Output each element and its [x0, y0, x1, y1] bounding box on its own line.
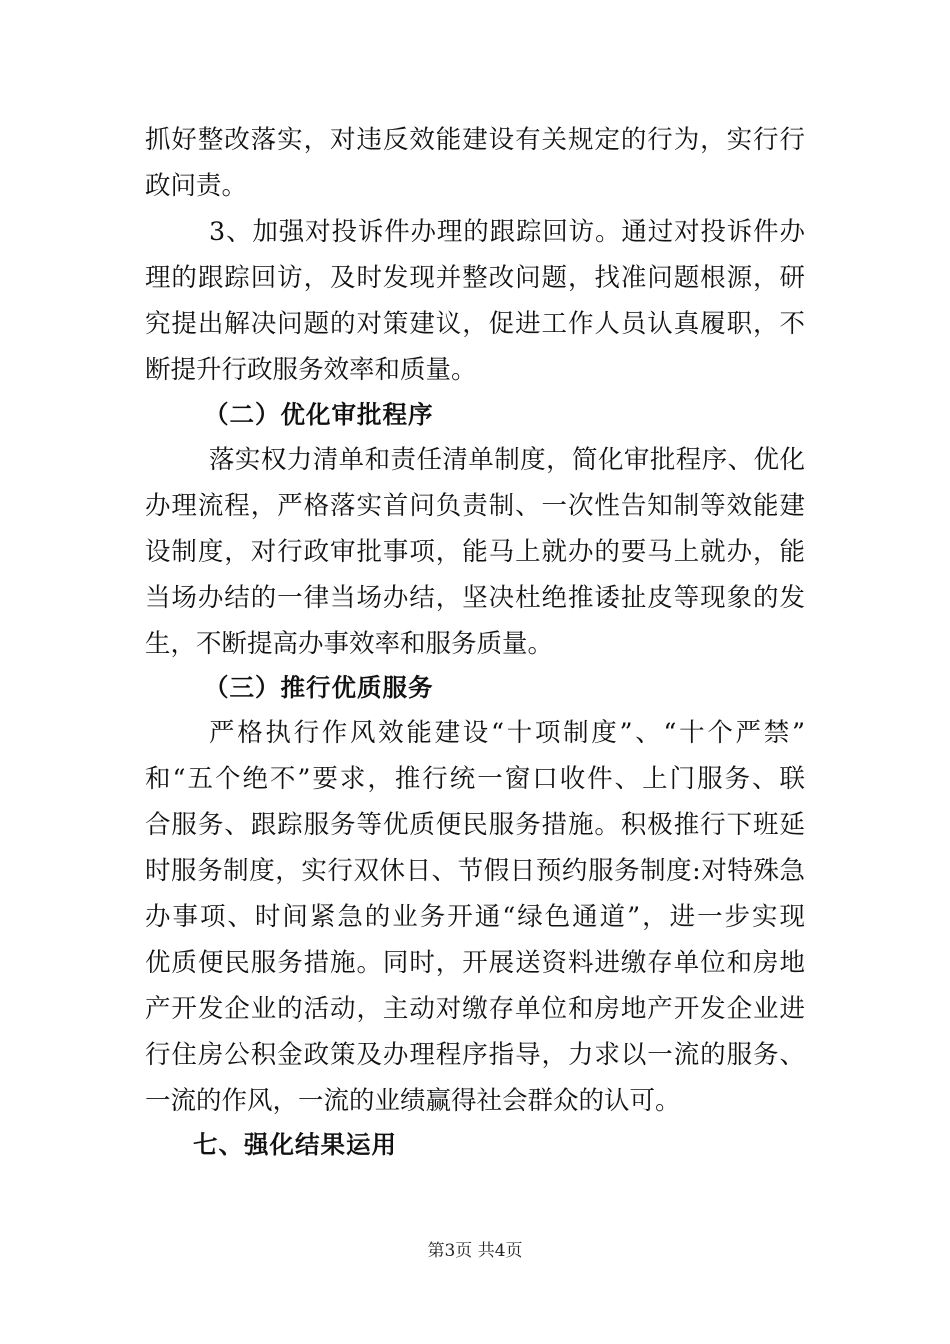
page-number-footer: 第3页 共4页	[427, 1241, 523, 1261]
paragraph-4-line-2: 和“五个绝不”要求，推行统一窗口收件、上门服务、联	[145, 764, 805, 794]
paragraph-4-line-4: 时服务制度，实行双休日、节假日预约服务制度:对特殊急	[145, 856, 805, 886]
section-heading-7: 七、强化结果运用	[193, 1130, 397, 1159]
paragraph-4-line-6: 优质便民服务措施。同时，开展送资料进缴存单位和房地	[145, 948, 805, 978]
paragraph-3-line-2: 办理流程，严格落实首问负责制、一次性告知制等效能建	[145, 491, 805, 521]
paragraph-2-line-2: 理的跟踪回访，及时发现并整改问题，找准问题根源，研	[145, 263, 805, 293]
paragraph-1-line-2: 政问责。	[145, 171, 248, 201]
paragraph-4-line-8: 行住房公积金政策及办理程序指导，力求以一流的服务、	[145, 1040, 805, 1070]
paragraph-3-line-1: 落实权力清单和责任清单制度，简化审批程序、优化	[209, 445, 805, 475]
paragraph-2-line-3: 究提出解决问题的对策建议，促进工作人员认真履职，不	[145, 309, 805, 339]
paragraph-3-line-3: 设制度，对行政审批事项，能马上就办的要马上就办，能	[145, 537, 805, 567]
section-heading-2: （二）优化审批程序	[204, 400, 434, 429]
paragraph-3-line-4: 当场办结的一律当场办结，坚决杜绝推诿扯皮等现象的发	[145, 583, 805, 613]
paragraph-4-line-3: 合服务、跟踪服务等优质便民服务措施。积极推行下班延	[145, 810, 805, 840]
paragraph-3-line-5: 生，不断提高办事效率和服务质量。	[145, 629, 554, 659]
paragraph-4-line-7: 产开发企业的活动，主动对缴存单位和房地产开发企业进	[145, 994, 805, 1024]
paragraph-2-line-1: 3、加强对投诉件办理的跟踪回访。通过对投诉件办	[209, 217, 805, 247]
paragraph-2-line-4: 断提升行政服务效率和质量。	[145, 355, 477, 385]
paragraph-4-line-9: 一流的作风，一流的业绩赢得社会群众的认可。	[145, 1086, 681, 1116]
paragraph-1-line-1: 抓好整改落实，对违反效能建设有关规定的行为，实行行	[145, 125, 805, 155]
paragraph-4-line-1: 严格执行作风效能建设“十项制度”、“十个严禁”	[209, 718, 805, 748]
section-heading-3: （三）推行优质服务	[204, 673, 434, 702]
paragraph-4-line-5: 办事项、时间紧急的业务开通“绿色通道”，进一步实现	[145, 902, 805, 932]
